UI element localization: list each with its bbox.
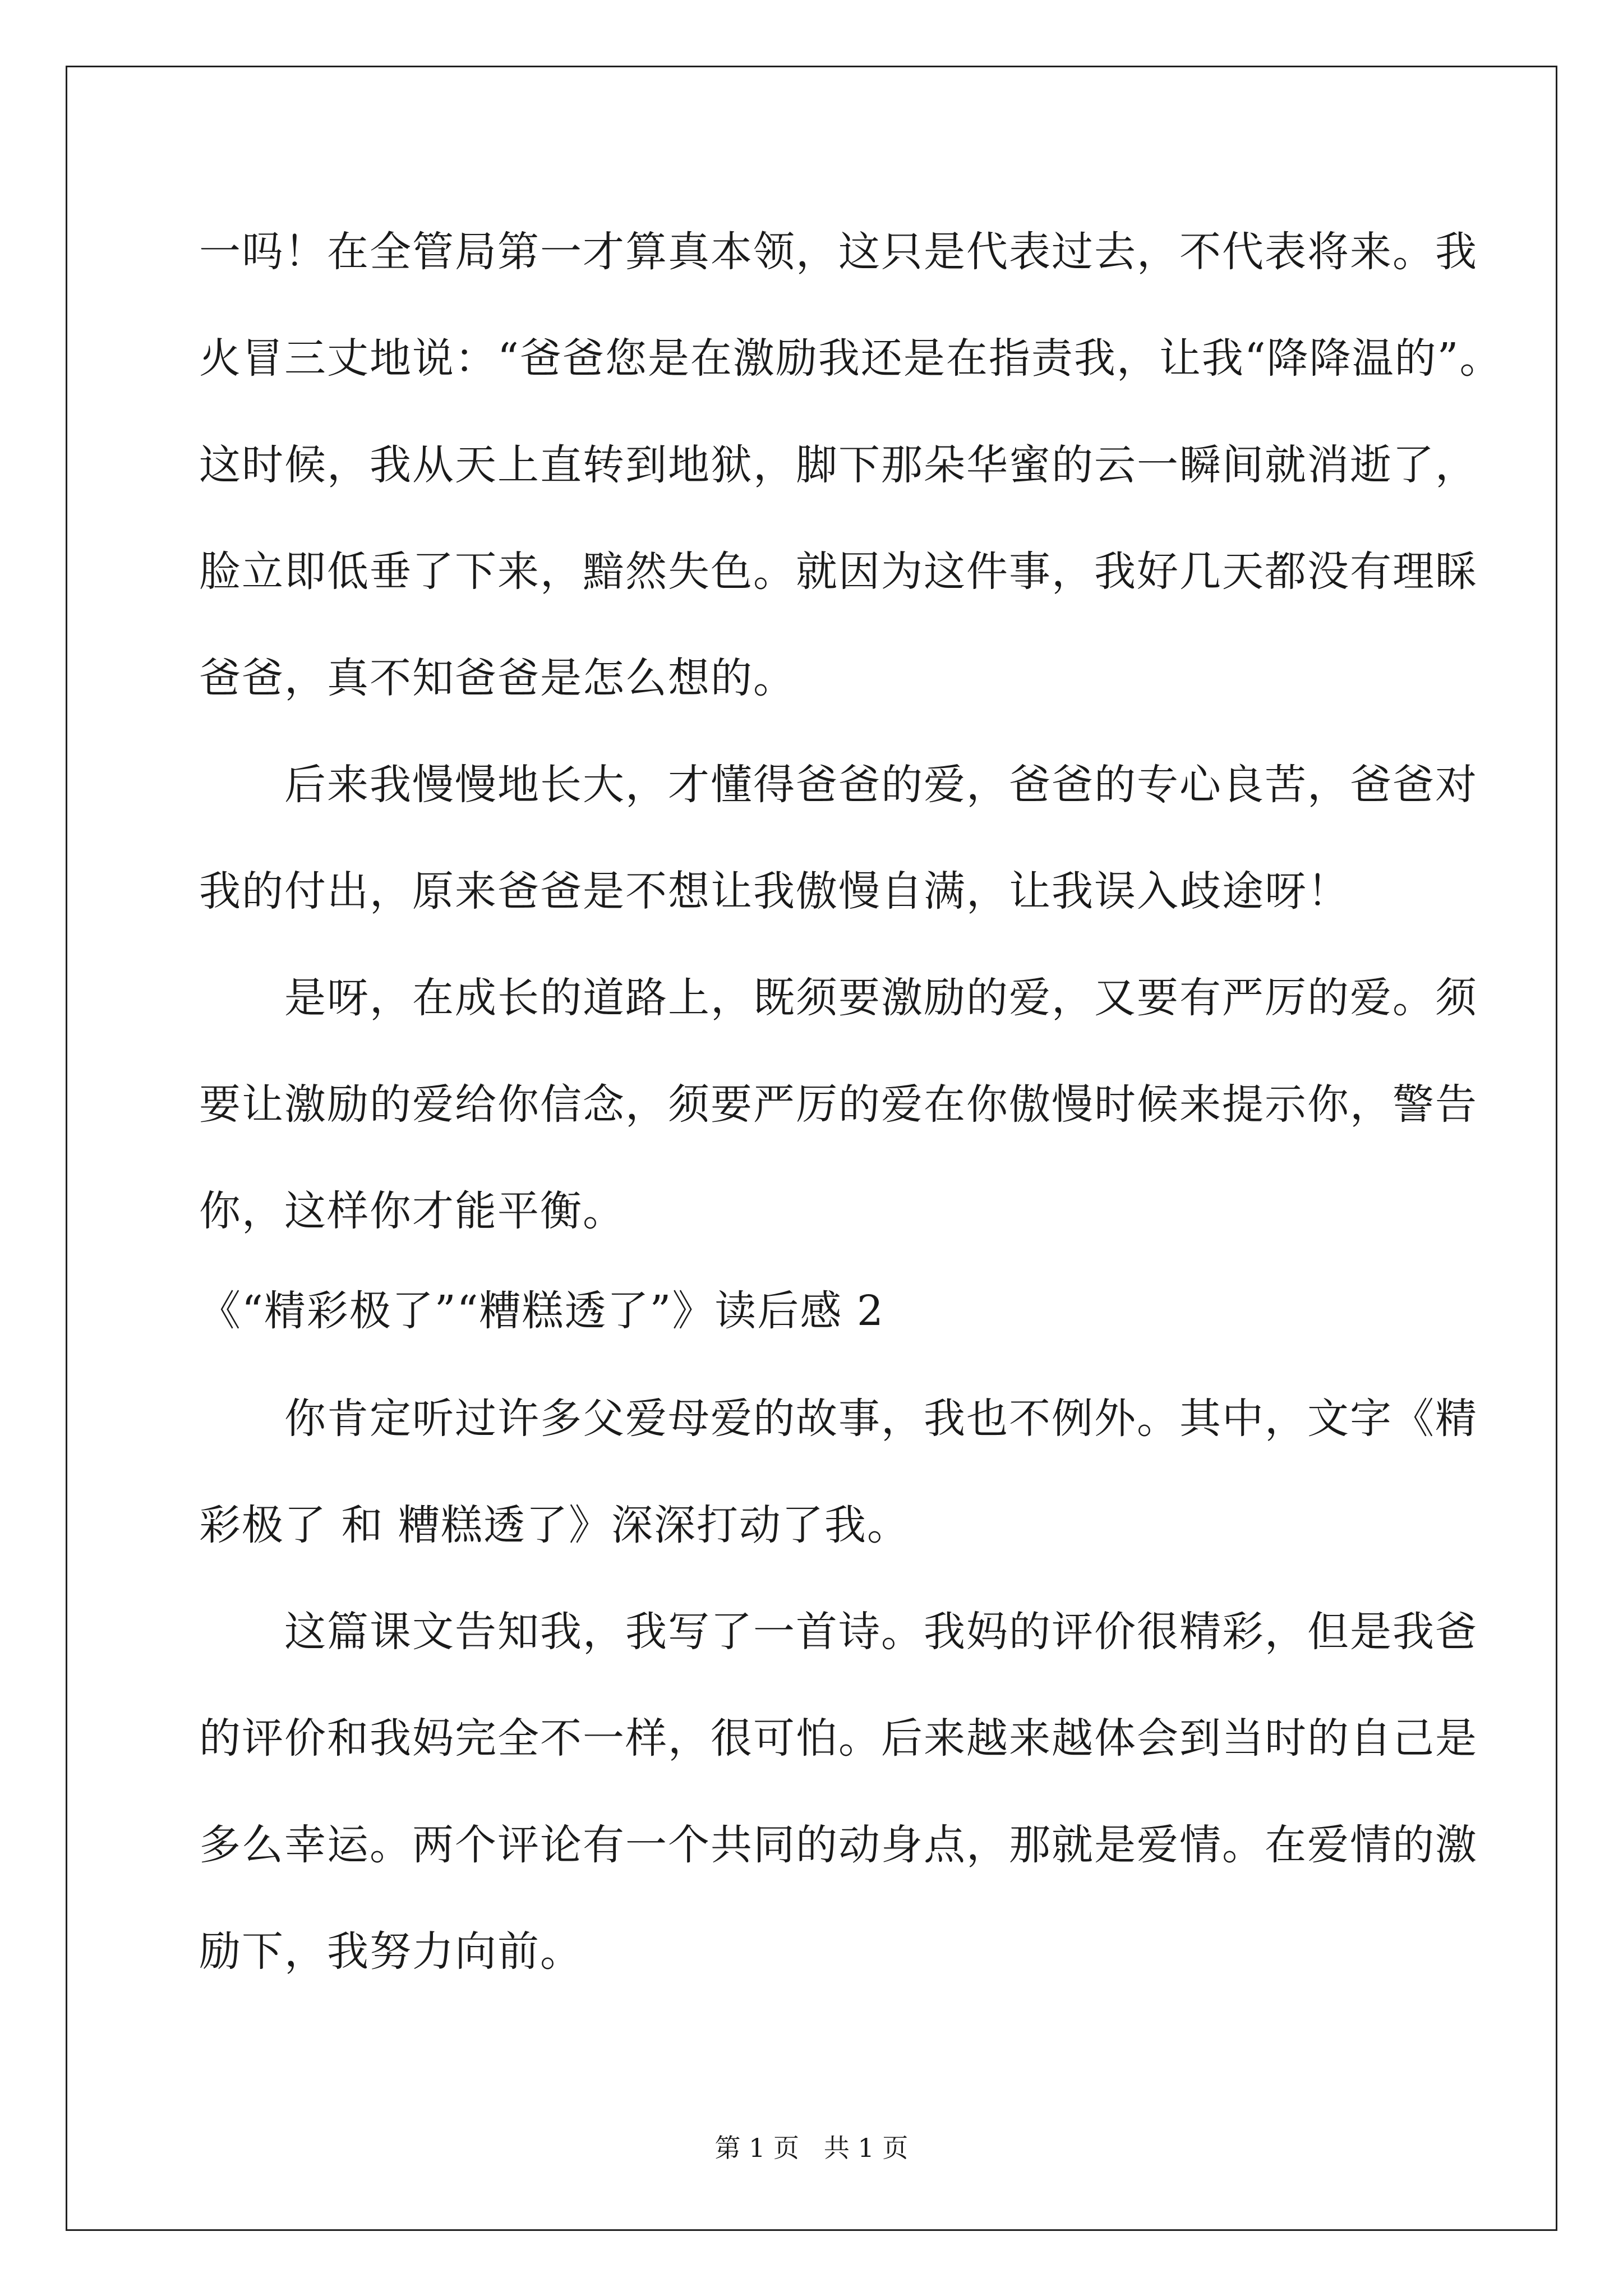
section-heading: 《“精彩极了”“糟糕透了”》读后感 2	[199, 1287, 884, 1335]
text-line-9: 要让激励的爱给你信念，须要严厉的爱在你傲慢时候来提示你，警告	[199, 1080, 1478, 1129]
text-line-6: 后来我慢慢地长大，才懂得爸爸的爱，爸爸的专心良苦，爸爸对	[199, 761, 1478, 809]
text-line-4: 脸立即低垂了下来，黯然失色。就因为这件事，我好几天都没有理睬	[199, 547, 1478, 596]
text-line-16: 多么幸运。两个评论有一个共同的动身点，那就是爱情。在爱情的激	[199, 1821, 1478, 1869]
text-line-8: 是呀，在成长的道路上，既须要激励的爱，又要有严厉的爱。须	[199, 974, 1478, 1022]
text-line-5: 爸爸，真不知爸爸是怎么想的。	[199, 654, 796, 702]
text-line-17: 励下，我努力向前。	[199, 1927, 583, 1976]
text-line-2: 火冒三丈地说：“爸爸您是在激励我还是在指责我，让我“降降温的”。	[199, 334, 1502, 383]
text-line-14: 这篇课文告知我，我写了一首诗。我妈的评价很精彩，但是我爸	[199, 1608, 1478, 1656]
page-footer: 第 1 页 共 1 页	[714, 2133, 909, 2163]
text-line-3: 这时候，我从天上直转到地狱，脚下那朵华蜜的云一瞬间就消逝了，	[199, 441, 1478, 489]
text-line-13: 彩极了 和 糟糕透了》深深打动了我。	[199, 1501, 910, 1549]
page-border	[66, 66, 1557, 2231]
text-line-12: 你肯定听过许多父爱母爱的故事，我也不例外。其中，文字《精	[199, 1395, 1478, 1443]
text-line-15: 的评价和我妈完全不一样，很可怕。后来越来越体会到当时的自己是	[199, 1714, 1478, 1763]
text-line-10: 你，这样你才能平衡。	[199, 1187, 625, 1235]
text-line-1: 一吗！在全管局第一才算真本领，这只是代表过去，不代表将来。我	[199, 228, 1478, 276]
text-line-7: 我的付出，原来爸爸是不想让我傲慢自满，让我误入歧途呀！	[199, 867, 1350, 915]
